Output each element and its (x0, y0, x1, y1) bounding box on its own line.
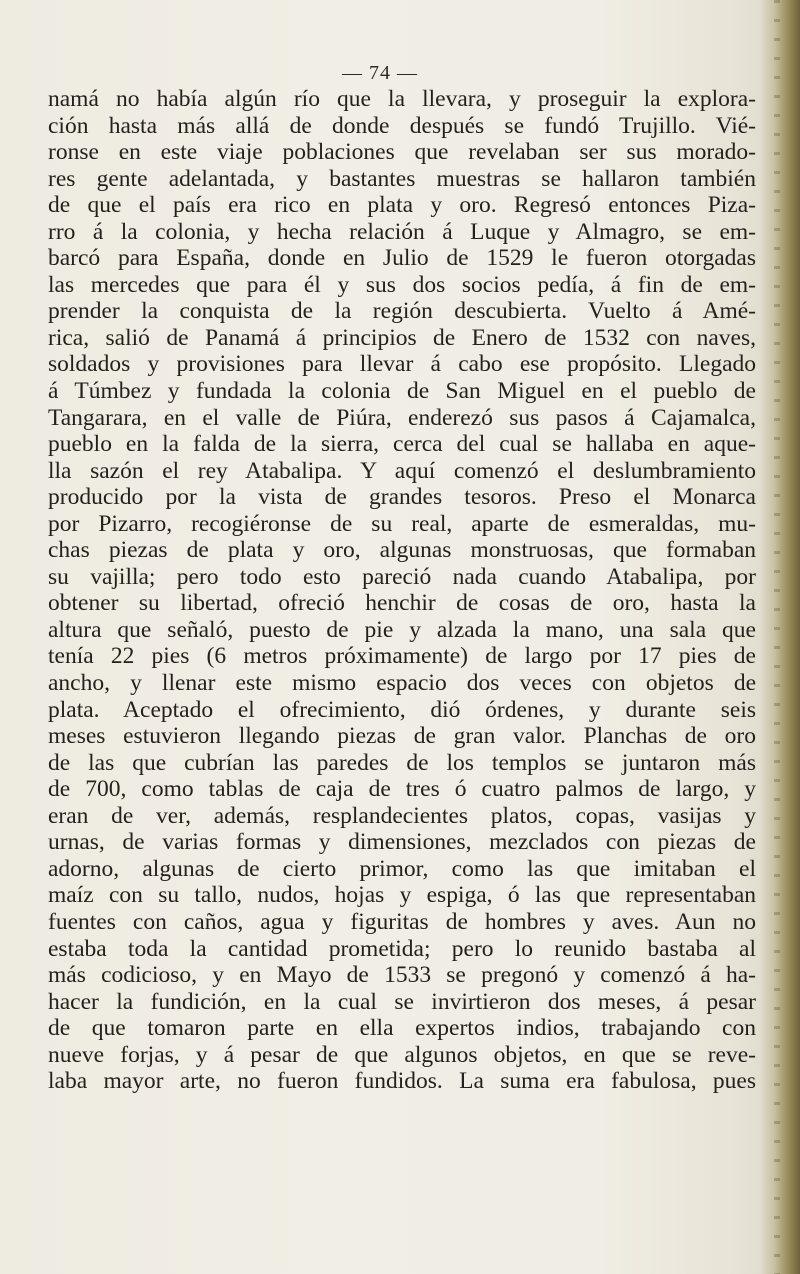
text-line: producido por la vista de grandes tesoros. Preso el Monarca (48, 484, 756, 511)
text-line: rica, salió de Panamá á principios de Enero de 1532 con naves, (48, 324, 756, 351)
body-text (48, 86, 756, 1095)
text-line: de las que cubrían las paredes de los templos se juntaron más (48, 749, 756, 776)
text-line: obtener su libertad, ofreció henchir de cosas de oro, hasta la (48, 590, 756, 617)
text-line: prender la conquista de la región descubierta. Vuelto á Amé- (48, 298, 756, 325)
text-line: altura que señaló, puesto de pie y alzada la mano, una sala que (48, 616, 756, 643)
text-line: hacer la fundición, en la cual se invirtieron dos meses, á pesar (48, 988, 756, 1015)
text-line: tenía 22 pies (6 metros próximamente) de largo por 17 pies de (48, 643, 756, 670)
text-line: eran de ver, además, resplandecientes platos, copas, vasijas y (48, 802, 756, 829)
text-line: barcó para España, donde en Julio de 1529 le fueron otorgadas (48, 245, 756, 272)
text-line: de 700, como tablas de caja de tres ó cuatro palmos de largo, y (48, 776, 756, 803)
text-line: lla sazón el rey Atabalipa. Y aquí comenzó el deslumbramiento (48, 457, 756, 484)
text-line: ronse en este viaje poblaciones que revelaban ser sus morado- (48, 139, 756, 166)
page-number-header: — 74 — (342, 62, 418, 84)
text-line: nueve forjas, y á pesar de que algunos objetos, en que se reve- (48, 1041, 756, 1068)
text-line: á Túmbez y fundada la colonia de San Miguel en el pueblo de (48, 378, 756, 405)
text-line: las mercedes que para él y sus dos socios pedía, á fin de em- (48, 271, 756, 298)
text-line: su vajilla; pero todo esto pareció nada cuando Atabalipa, por (48, 563, 756, 590)
text-line: ancho, y llenar este mismo espacio dos veces con objetos de (48, 670, 756, 697)
text-line: por Pizarro, recogiéronse de su real, aparte de esmeraldas, mu- (48, 510, 756, 537)
text-line: pueblo en la falda de la sierra, cerca del cual se hallaba en aque- (48, 431, 756, 458)
text-line: namá no había algún río que la llevara, y proseguir la explora- (48, 86, 756, 112)
text-line: urnas, de varias formas y dimensiones, mezclados con piezas de (48, 829, 756, 856)
text-line: adorno, algunas de cierto primor, como las que imitaban el (48, 855, 756, 882)
page-edge (760, 0, 800, 1274)
text-line: Tangarara, en el valle de Piúra, enderezó sus pasos á Cajamalca, (48, 404, 756, 431)
text-line: ción hasta más allá de donde después se fundó Trujillo. Vié- (48, 112, 756, 139)
text-line: maíz con su tallo, nudos, hojas y espiga, ó las que representaban (48, 882, 756, 909)
text-line: de que el país era rico en plata y oro. Regresó entonces Piza- (48, 192, 756, 219)
text-line: res gente adelantada, y bastantes muestras se hallaron también (48, 165, 756, 192)
text-line: laba mayor arte, no fueron fundidos. La suma era fabulosa, pues (48, 1068, 756, 1095)
text-line: rro á la colonia, y hecha relación á Luque y Almagro, se em- (48, 218, 756, 245)
text-line: plata. Aceptado el ofrecimiento, dió órdenes, y durante seis (48, 696, 756, 723)
text-line: fuentes con caños, agua y figuritas de hombres y aves. Aun no (48, 908, 756, 935)
text-line: de que tomaron parte en ella expertos indios, trabajando con (48, 1015, 756, 1042)
text-line: soldados y provisiones para llevar á cabo ese propósito. Llegado (48, 351, 756, 378)
text-line: más codicioso, y en Mayo de 1533 se pregonó y comenzó á ha- (48, 962, 756, 989)
text-line: estaba toda la cantidad prometida; pero lo reunido bastaba al (48, 935, 756, 962)
text-line: chas piezas de plata y oro, algunas monstruosas, que formaban (48, 537, 756, 564)
text-line: meses estuvieron llegando piezas de gran valor. Planchas de oro (48, 723, 756, 750)
